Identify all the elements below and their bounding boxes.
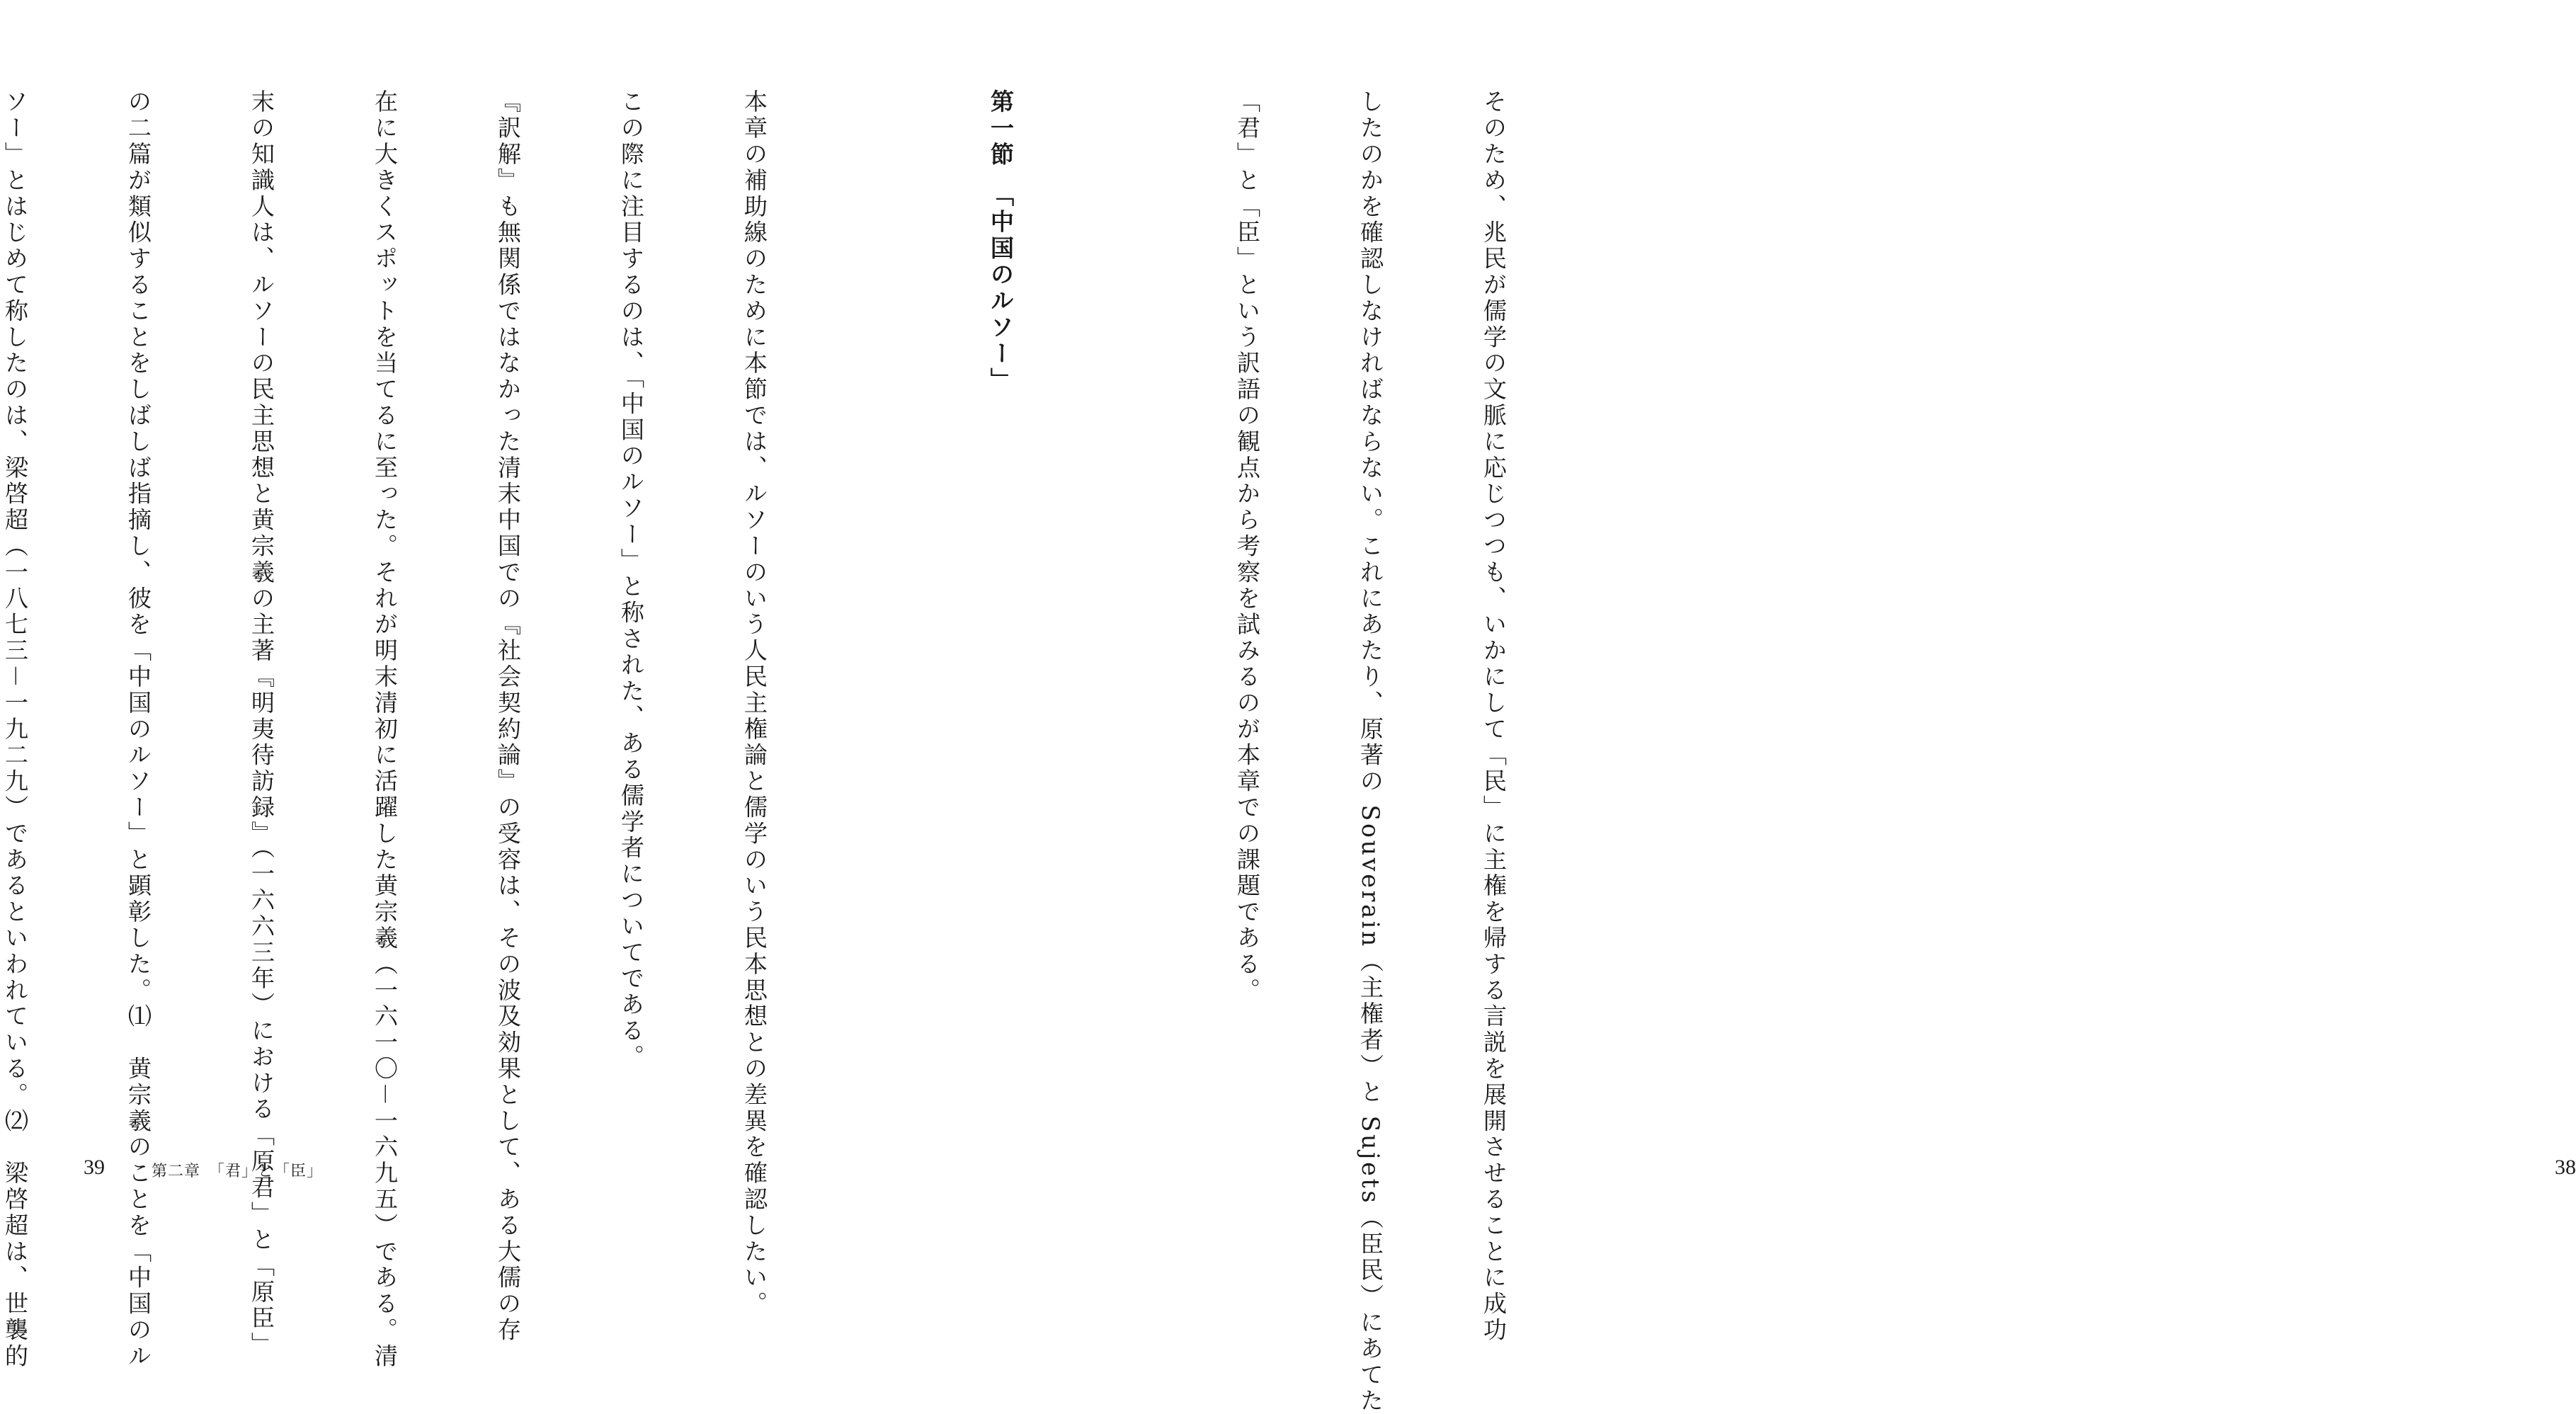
- blank-column: [857, 89, 898, 1109]
- body-column: の二篇が類似することをしばしば指摘し、彼を「中国のルソー」と顕彰した。⑴ 黄宗羲のことを「中国のル: [125, 89, 152, 1370]
- running-head: 第二章 「君」と「臣」: [152, 1163, 324, 1180]
- blank-column: [1103, 89, 1144, 1109]
- body-column: ソー」とはじめて称したのは、梁啓超（一八七三－一九二九）であるといわれている。⑵ 梁啓超は、世襲的: [1, 89, 29, 1370]
- body-column: したのかを確認しなければならない。これにあたり、原著の Souverain（主権者）と Sujets（臣民）にあてた: [1357, 89, 1384, 1414]
- section-heading: 第一節 「中国のルソー」: [987, 89, 1015, 394]
- page-number-left: 39: [84, 1156, 105, 1179]
- body-column: この際に注目するのは、「中国のルソー」と称された、ある儒学者についてである。: [617, 89, 645, 1071]
- body-column: 在に大きくスポットを当てるに至った。それが明末清初に活躍した黄宗羲（一六一〇－一六九五）である。清: [371, 89, 399, 1370]
- body-column: 「君」と「臣」という訳語の観点から考察を試みるのが本章での課題である。: [1233, 89, 1261, 1004]
- body-column: 末の知識人は、ルソーの民主思想と黄宗羲の主著『明夷待訪録』（一六六三年）における「原君」と「原臣」: [248, 89, 275, 1358]
- body-column: 本章の補助線のために本節では、ルソーのいう人民主権論と儒学のいう民本思想との差異を確認したい。: [741, 89, 768, 1318]
- page-number-right: 38: [2555, 1156, 2576, 1179]
- body-column: 『訳解』も無関係ではなかった清末中国での『社会契約論』の受容は、その波及効果として、ある大儒の存: [494, 89, 522, 1344]
- body-column: そのため、兆民が儒学の文脈に応じつつも、いかにして「民」に主権を帰する言説を展開させることに成功: [1480, 89, 1508, 1344]
